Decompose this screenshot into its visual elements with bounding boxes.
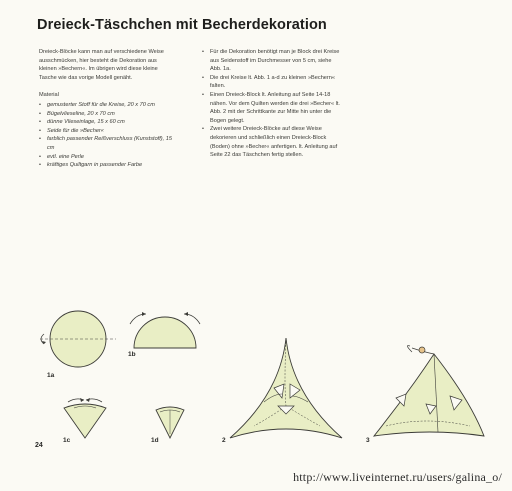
materials-list <box>39 101 174 170</box>
list-item: • dünne Vlieseinlage, 15 x 60 cm <box>39 118 174 127</box>
page-number: 24 <box>35 442 43 449</box>
figure-label: 1d <box>151 437 159 444</box>
figure-1c-folded-cone <box>58 396 112 442</box>
watermark-url: http://www.liveinternet.ru/users/galina_o/ <box>293 470 502 484</box>
figure-2-triangle-block <box>224 334 348 446</box>
figure-label: 3 <box>366 437 370 444</box>
list-item: • kräftiges Quiltgarn in passender Farbe <box>39 161 174 170</box>
list-item: • Bügelvlieseline, 20 x 70 cm <box>39 110 174 119</box>
figure-1b-half-circle <box>122 308 208 354</box>
list-item: • Für die Dekoration benötigt man je Block drei Kreise aus Seidenstoff im Durchmesser von 5 cm, siehe Abb. 1a. <box>202 48 342 74</box>
figure-label: 1c <box>63 437 71 444</box>
left-column <box>39 48 174 170</box>
figure-3-finished-bag <box>366 344 490 446</box>
list-item: • farblich passender Reißverschluss (Kunststoff), 15 cm <box>39 135 174 152</box>
material-heading: Material <box>39 92 59 99</box>
page-title: Dreieck-Täschchen mit Becherdekoration <box>37 17 327 33</box>
right-column <box>202 48 342 160</box>
figure-label: 2 <box>222 437 226 444</box>
figure-label: 1a <box>47 372 55 379</box>
list-item: • gemusterter Stoff für die Kreise, 20 x 70 cm <box>39 101 174 110</box>
list-item: • evtl. eine Perle <box>39 153 174 162</box>
figure-1a-circle <box>36 306 118 372</box>
list-item: • Die drei Kreise lt. Abb. 1 a-d zu kleinen »Bechern« falten. <box>202 74 342 91</box>
list-item: • Seide für die »Becher« <box>39 127 174 136</box>
list-item: • Zwei weitere Dreieck-Blöcke auf diese Weise dekorieren und schließlich einen Dreieck-Block (Boden) ohne »Becher« anfertigen. lt. Anleitung auf Seite 22 das Täschchen fertig stellen. <box>202 125 342 159</box>
intro-paragraph: Dreieck-Blöcke kann man auf verschiedene Weise ausschmücken, hier besteht die Dekoration aus kleinen »Bechern«. Im übrigen wird diese kleine Tasche wie das vorige Modell genäht. <box>39 49 164 81</box>
list-item: • Einen Dreieck-Block lt. Anleitung auf Seite 14-18 nähen. Vor dem Quilten werden die drei »Becher« lt. Abb. 2 mit der Schrittkante zur Mitte hin unter die Bogen gelegt. <box>202 91 342 125</box>
steps-list <box>202 48 342 160</box>
figure-label: 1b <box>128 351 136 358</box>
